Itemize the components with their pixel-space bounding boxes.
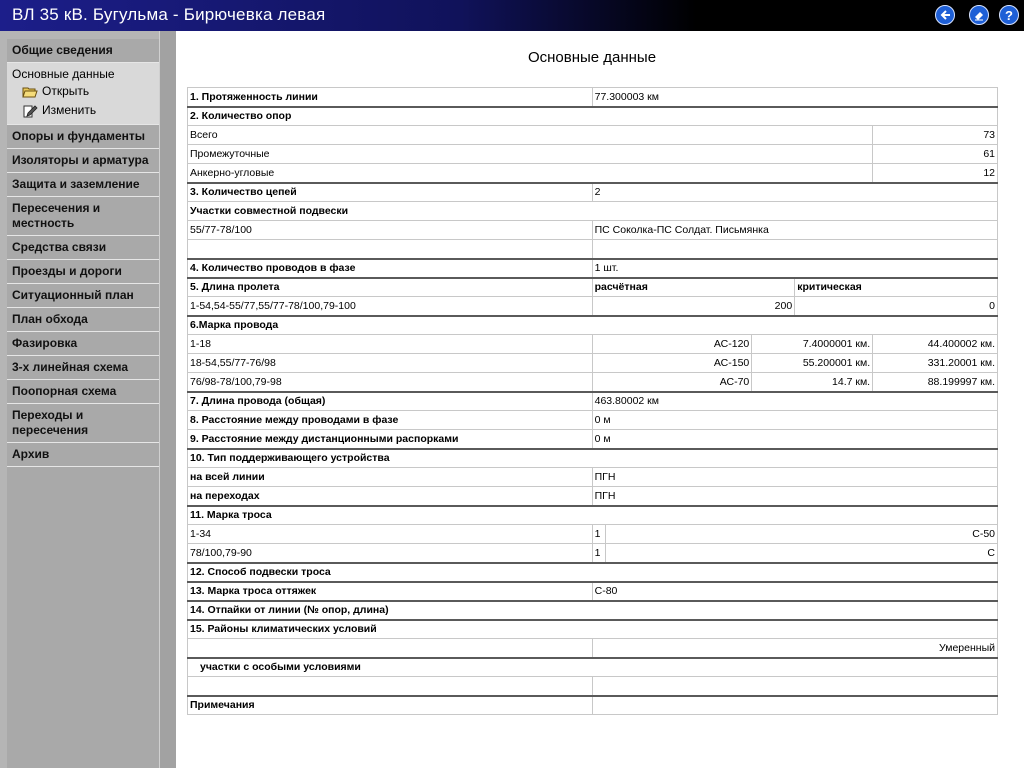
sidebar-item-phasing[interactable] — [7, 332, 159, 356]
help-label: ? — [1005, 7, 1013, 23]
table-row — [188, 525, 998, 544]
eraser-icon[interactable] — [969, 5, 989, 25]
table-row — [188, 620, 998, 639]
sidebar-menu — [7, 39, 159, 768]
table-row — [188, 373, 998, 392]
sidebar-item-communication[interactable] — [7, 236, 159, 260]
sidebar-item-label: Проезды и дороги — [12, 264, 122, 278]
notes-label: Примечания — [188, 696, 593, 715]
span-crit-label: критическая — [795, 278, 998, 297]
table-row — [188, 278, 998, 297]
brand-section: 1-18 — [188, 335, 593, 354]
sidebar-item-label: Основные данные — [12, 67, 115, 81]
sidebar-subitem-edit[interactable] — [12, 101, 154, 120]
table-row — [188, 183, 998, 202]
wire-length-value: 463.80002 км — [592, 392, 997, 411]
table-row — [188, 335, 998, 354]
supports-anchor-label: Анкерно-угловые — [188, 164, 873, 183]
brand-value: АС-150 — [592, 354, 752, 373]
cable-label: 11. Марка троса — [188, 506, 998, 525]
table-row — [188, 164, 998, 183]
sidebar-item-label: Пересечения и местность — [12, 201, 101, 230]
table-row — [188, 506, 998, 525]
window-title: ВЛ 35 кВ. Бугульма - Бирючевка левая — [12, 5, 326, 24]
empty-cell — [592, 677, 997, 696]
sidebar — [0, 31, 176, 768]
device-label: 10. Тип поддерживающего устройства — [188, 449, 998, 468]
table-row — [188, 544, 998, 563]
table-row — [188, 601, 998, 620]
cable-number: 1 — [592, 544, 605, 563]
brand-section: 18-54,55/77-76/98 — [188, 354, 593, 373]
brand-total: 44.400002 км. — [873, 335, 998, 354]
span-section: 1-54,54-55/77,55/77-78/100,79-100 — [188, 297, 593, 316]
wires-value: 1 шт. — [592, 259, 997, 278]
supports-intermediate-value: 61 — [873, 145, 998, 164]
table-row — [188, 297, 998, 316]
sidebar-item-label: Защита и заземление — [12, 177, 140, 191]
page-title: Основные данные — [527, 49, 657, 66]
sidebar-item-support-scheme[interactable] — [7, 380, 159, 404]
table-row — [188, 430, 998, 449]
length-value: 77.300003 км — [592, 88, 997, 107]
table-row — [188, 259, 998, 278]
span-calc-label: расчётная — [592, 278, 795, 297]
brand-label: 6.Марка провода — [188, 316, 998, 335]
open-folder-icon — [22, 85, 38, 99]
notes-value[interactable] — [592, 696, 997, 715]
cable-brand: С — [605, 544, 997, 563]
cable-section: 1-34 — [188, 525, 593, 544]
sidebar-item-patrol-plan[interactable] — [7, 308, 159, 332]
empty-cell — [188, 677, 593, 696]
climate-label: 15. Районы климатических условий — [188, 620, 998, 639]
edit-document-icon — [22, 104, 38, 118]
sidebar-item-label: План обхода — [12, 312, 88, 326]
device-cross-value: ПГН — [592, 487, 997, 506]
circuits-value: 2 — [592, 183, 997, 202]
table-row — [188, 677, 998, 696]
sidebar-subitem-label: Изменить — [42, 103, 97, 117]
cable-section: 78/100,79-90 — [188, 544, 593, 563]
supports-anchor-value: 12 — [873, 164, 998, 183]
sidebar-item-label: Поопорная схема — [12, 384, 117, 398]
table-row — [188, 468, 998, 487]
table-row — [188, 411, 998, 430]
table-row — [188, 563, 998, 582]
sidebar-item-label: Изоляторы и арматура — [12, 153, 149, 167]
table-row — [188, 639, 998, 658]
empty-cell — [188, 240, 593, 259]
supports-intermediate-label: Промежуточные — [188, 145, 873, 164]
guy-cable-label: 13. Марка троса оттяжек — [188, 582, 593, 601]
sidebar-item-main-data[interactable] — [7, 63, 159, 125]
guy-cable-value: С-80 — [592, 582, 997, 601]
special-conditions-label: участки с особыми условиями — [188, 658, 998, 677]
sidebar-item-3line-scheme[interactable] — [7, 356, 159, 380]
spacer-distance-value: 0 м — [592, 430, 997, 449]
joint-label: Участки совместной подвески — [188, 202, 998, 221]
brand-total: 88.199997 км. — [873, 373, 998, 392]
title-bar — [0, 0, 1024, 31]
table-row — [188, 126, 998, 145]
sidebar-item-label: Ситуационный план — [12, 288, 134, 302]
table-row — [188, 202, 998, 221]
table-row — [188, 582, 998, 601]
sidebar-item-label: Средства связи — [12, 240, 107, 254]
table-row — [188, 449, 998, 468]
sidebar-item-label: Фазировка — [12, 336, 78, 350]
brand-value: АС-120 — [592, 335, 752, 354]
table-row — [188, 88, 998, 107]
table-row — [188, 487, 998, 506]
device-line-value: ПГН — [592, 468, 997, 487]
table-row — [188, 392, 998, 411]
table-row — [188, 658, 998, 677]
phase-distance-value: 0 м — [592, 411, 997, 430]
phase-distance-label: 8. Расстояние между проводами в фазе — [188, 411, 593, 430]
sidebar-item-transitions[interactable] — [7, 404, 159, 443]
circuits-label: 3. Количество цепей — [188, 183, 593, 202]
brand-length: 14.7 км. — [752, 373, 873, 392]
brand-total: 331.20001 км. — [873, 354, 998, 373]
supports-total-label: Всего — [188, 126, 873, 145]
sidebar-item-protection[interactable] — [7, 173, 159, 197]
brand-section: 76/98-78/100,79-98 — [188, 373, 593, 392]
sidebar-item-label: Архив — [12, 447, 50, 461]
sidebar-item-roads[interactable] — [7, 260, 159, 284]
sidebar-item-label: Опоры и фундаменты — [12, 129, 146, 143]
table-row — [188, 107, 998, 126]
sidebar-item-crossings-terrain[interactable] — [7, 197, 159, 236]
table-row — [188, 221, 998, 240]
main-content — [176, 31, 1024, 768]
supports-total-value: 73 — [873, 126, 998, 145]
sidebar-item-insulators[interactable] — [7, 149, 159, 173]
brand-length: 55.200001 км. — [752, 354, 873, 373]
cable-number: 1 — [592, 525, 605, 544]
brand-length: 7.4000001 км. — [752, 335, 873, 354]
table-row — [188, 354, 998, 373]
length-label: 1. Протяженность линии — [188, 88, 593, 107]
empty-cell — [592, 240, 997, 259]
branch-label: 14. Отпайки от линии (№ опор, длина) — [188, 601, 998, 620]
device-cross-label: на переходах — [188, 487, 593, 506]
sidebar-item-situation-plan[interactable] — [7, 284, 159, 308]
help-button[interactable] — [999, 5, 1019, 25]
sidebar-item-label: 3-х линейная схема — [12, 360, 129, 374]
wire-length-label: 7. Длина провода (общая) — [188, 392, 593, 411]
main-data-table — [187, 87, 998, 715]
cable-method-label: 12. Способ подвески троса — [188, 563, 998, 582]
supports-label: 2. Количество опор — [188, 107, 998, 126]
climate-value: Умеренный — [592, 639, 997, 658]
spacer-distance-label: 9. Расстояние между дистанционными распорками — [188, 430, 593, 449]
table-row — [188, 145, 998, 164]
sidebar-subitem-label: Открыть — [42, 84, 90, 98]
sidebar-item-general[interactable] — [7, 39, 159, 63]
empty-cell — [188, 639, 593, 658]
span-crit-value: 0 — [795, 297, 998, 316]
cable-brand: С-50 — [605, 525, 997, 544]
joint-desc: ПС Соколка-ПС Солдат. Письмянка — [592, 221, 997, 240]
sidebar-item-supports[interactable] — [7, 125, 159, 149]
wires-label: 4. Количество проводов в фазе — [188, 259, 593, 278]
back-arrow-icon[interactable] — [935, 5, 955, 25]
sidebar-subitem-open[interactable] — [12, 82, 154, 101]
brand-value: АС-70 — [592, 373, 752, 392]
device-line-label: на всей линии — [188, 468, 593, 487]
table-row — [188, 316, 998, 335]
table-row — [188, 240, 998, 259]
span-calc-value: 200 — [592, 297, 795, 316]
sidebar-item-label: Общие сведения — [12, 43, 113, 57]
span-label: 5. Длина пролета — [188, 278, 593, 297]
joint-section: 55/77-78/100 — [188, 221, 593, 240]
sidebar-item-label: Переходы и пересечения — [12, 408, 89, 437]
sidebar-item-archive[interactable] — [7, 443, 159, 467]
sidebar-splitter[interactable] — [159, 31, 176, 768]
table-row — [188, 696, 998, 715]
